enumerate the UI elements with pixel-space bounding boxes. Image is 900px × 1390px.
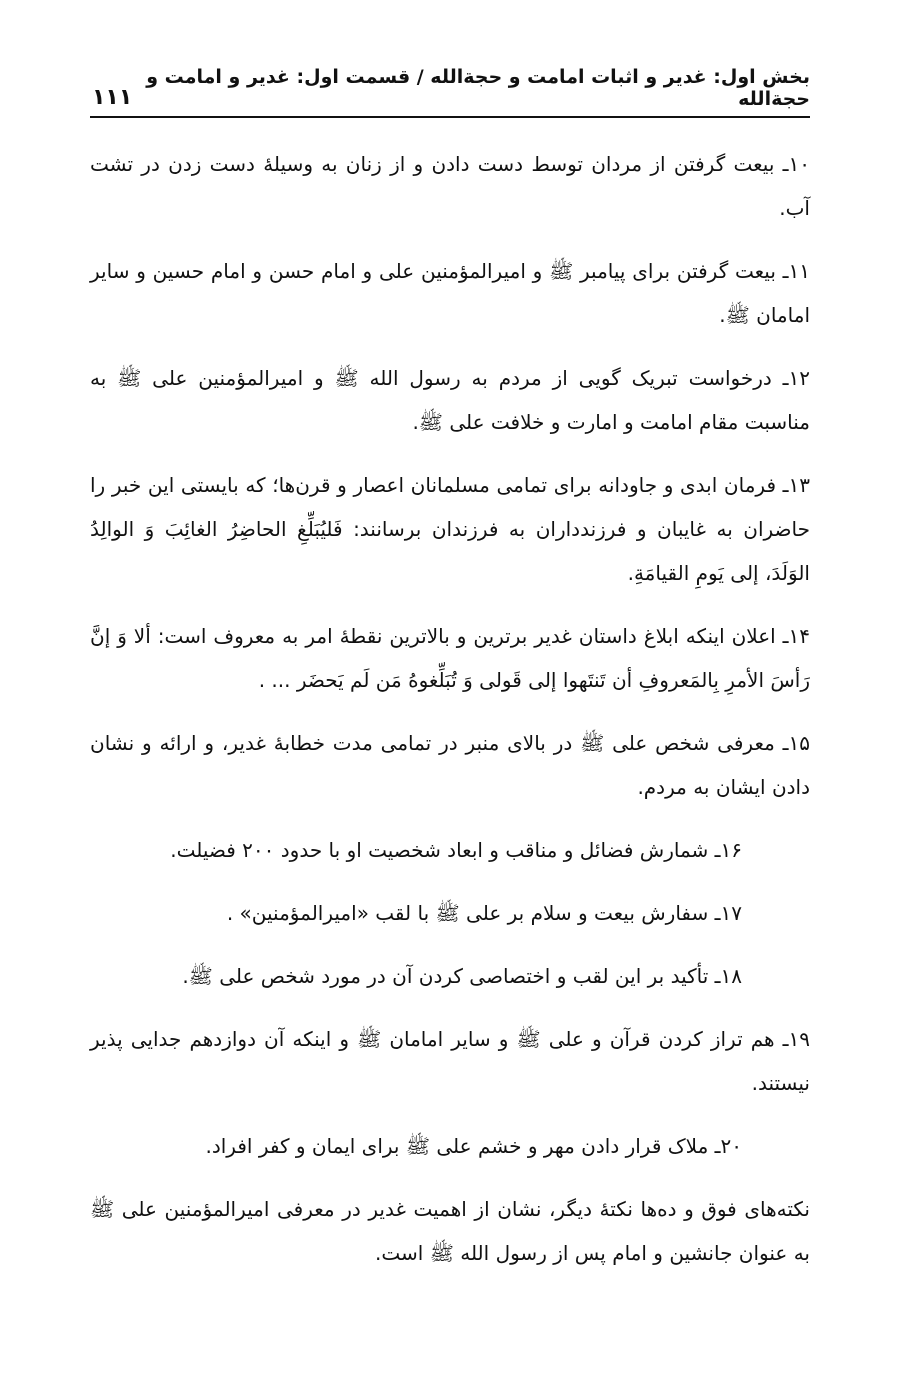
list-item: ۱۹ـ هم تراز کردن قرآن و علی ﷺ و سایر امامان ﷺ و اینکه آن دوازدهم جدایی پذیر نیستند. (90, 1027, 810, 1095)
page-body (90, 142, 810, 1294)
book-page (90, 0, 810, 1390)
list-item: ۱۸ـ تأکید بر این لقب و اختصاصی کردن آن در مورد شخص علی ﷺ. (182, 964, 742, 988)
running-title: بخش اول: غدیر و اثبات امامت و حجةالله / قسمت اول: غدیر و امامت و حجةالله (146, 66, 810, 110)
page-number: ۱۱۱ (92, 85, 133, 110)
list-item: ۱۶ـ شمارش فضائل و مناقب و ابعاد شخصیت او با حدود ۲۰۰ فضیلت. (170, 838, 742, 862)
list-item: ۱۰ـ بیعت گرفتن از مردان توسط دست دادن و از زنان به وسیلهٔ دست زدن در تشت آب. (90, 152, 810, 220)
list-item: ۱۱ـ بیعت گرفتن برای پیامبر ﷺ و امیرالمؤمنین علی و امام حسن و امام حسین و سایر امامان ﷺ. (90, 259, 810, 327)
list-item: ۱۲ـ درخواست تبریک گویی از مردم به رسول الله ﷺ و امیرالمؤمنین علی ﷺ به مناسبت مقام امامت و امارت و خلافت علی ﷺ. (90, 366, 810, 434)
list-item: ۱۴ـ اعلان اینکه ابلاغ داستان غدیر برترین و بالاترین نقطهٔ امر به معروف است: ألا وَ إنَّ رَأسَ الأمرِ بِالمَعروفِ أن تَنتَهوا إلی قَولی وَ تُبَلِّغوهُ مَن لَم یَحضَر ... . (90, 624, 810, 692)
list-item: ۱۵ـ معرفی شخص علی ﷺ در بالای منبر در تمامی مدت خطابهٔ غدیر، و ارائه و نشان دادن ایشان به مردم. (90, 731, 810, 799)
list-item: ۱۳ـ فرمان ابدی و جاودانه برای تمامی مسلمانان اعصار و قرن‌ها؛ که بایستی این خبر را حاضران به غایبان و فرزندداران به فرزندان برسانند: فَلیُبَلِّغِ الحاضِرُ الغائِبَ وَ الوالِدُ الوَلَدَ، إلی یَومِ القیامَةِ. (90, 473, 810, 585)
list-item: ۱۷ـ سفارش بیعت و سلام بر علی ﷺ با لقب «امیرالمؤمنین» . (226, 901, 742, 925)
closing-paragraph: نکته‌های فوق و ده‌ها نکتهٔ دیگر، نشان از اهمیت غدیر در معرفی امیرالمؤمنین علی ﷺ به عنوان جانشین و امام پس از رسول الله ﷺ است. (90, 1197, 810, 1265)
list-item: ۲۰ـ ملاک قرار دادن مهر و خشم علی ﷺ برای ایمان و کفر افراد. (205, 1134, 742, 1158)
page-header (90, 66, 810, 118)
